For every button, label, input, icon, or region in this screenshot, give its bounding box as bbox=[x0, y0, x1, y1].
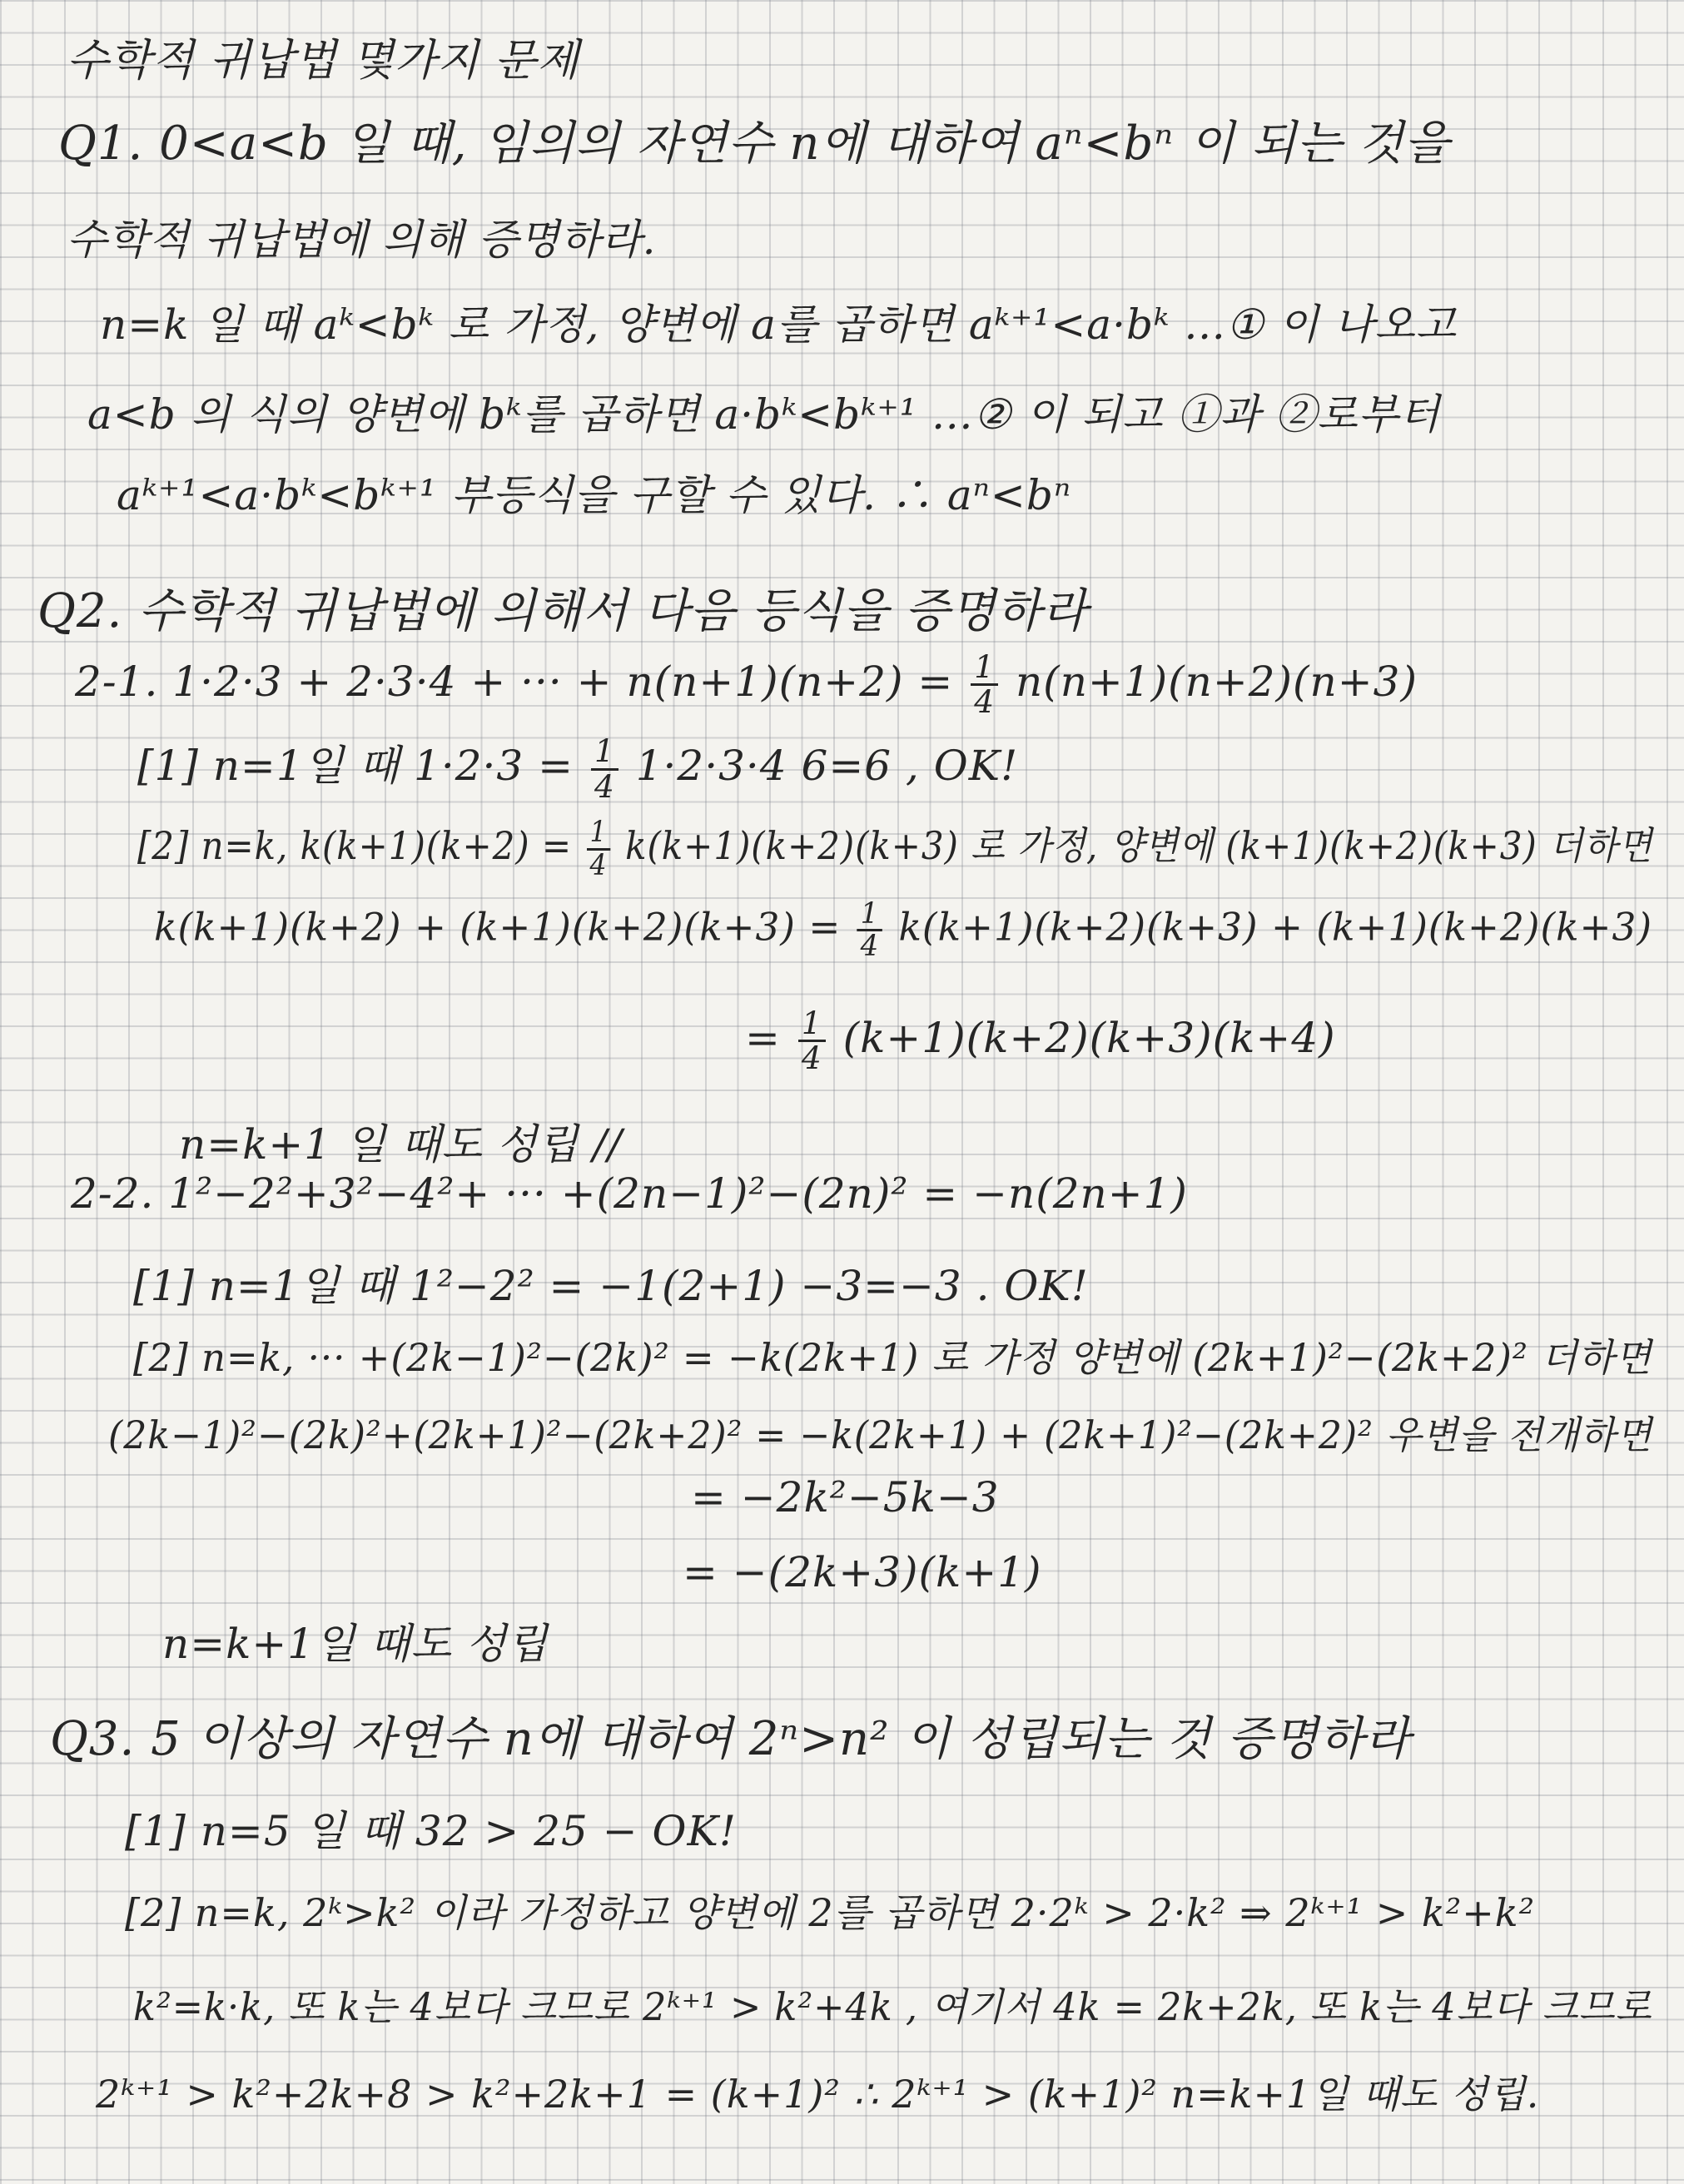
q2-2-conclusion: n=k+1일 때도 성립 bbox=[162, 1620, 549, 1668]
q3-line3: k²=k·k, 또 k는 4보다 크므로 2ᵏ⁺¹ > k²+4k , 여기서 4k = 2k+2k, 또 k는 4보다 크므로 bbox=[133, 1984, 1652, 2029]
q2-2-step1: [1] n=1일 때 1²−2² = −1(2+1) −3=−3 . OK! bbox=[133, 1262, 1089, 1310]
q1-heading-cont: 수학적 귀납법에 의해 증명하라. bbox=[67, 216, 657, 264]
q2-1-step1 bbox=[137, 732, 1018, 803]
q3-line4: 2ᵏ⁺¹ > k²+2k+8 > k²+2k+1 = (k+1)² ∴ 2ᵏ⁺¹ > (k+1)² n=k+1일 때도 성립. bbox=[96, 2072, 1540, 2117]
q2-1-eq1 bbox=[154, 897, 1653, 964]
fraction: $\frac{1}{4}$ bbox=[857, 899, 882, 961]
q2-1-step2-right: k(k+1)(k+2)(k+3) 로 가정, 양변에 (k+1)(k+2)(k+3) 더하면 bbox=[625, 823, 1653, 868]
q1-line-1: n=k 일 때 aᵏ<bᵏ 로 가정, 양변에 a를 곱하면 aᵏ⁺¹<a·bᵏ …① 이 나오고 bbox=[100, 300, 1457, 349]
q2-2-eq1: (2k−1)²−(2k)²+(2k+1)²−(2k+2)² = −k(2k+1) + (2k+1)²−(2k+2)² 우변을 전개하면 bbox=[108, 1412, 1653, 1457]
q2-1-eq1-left: k(k+1)(k+2) + (k+1)(k+2)(k+3) = bbox=[154, 904, 842, 950]
q2-1-eq1-right: k(k+1)(k+2)(k+3) + (k+1)(k+2)(k+3) bbox=[898, 904, 1653, 950]
q3-heading: Q3. 5 이상의 자연수 n에 대하여 2ⁿ>n² 이 성립되는 것 증명하라 bbox=[50, 1712, 1411, 1766]
fraction: $\frac{1}{4}$ bbox=[971, 651, 998, 719]
q2-1-step1-left: [1] n=1일 때 1·2·3 = bbox=[137, 742, 574, 790]
fraction: $\frac{1}{4}$ bbox=[591, 735, 618, 803]
q2-1-eq2-right: (k+1)(k+2)(k+3)(k+4) bbox=[842, 1013, 1336, 1062]
q2-heading: Q2. 수학적 귀납법에 의해서 다음 등식을 증명하라 bbox=[37, 584, 1088, 638]
q3-step1: [1] n=5 일 때 32 > 25 − OK! bbox=[125, 1807, 737, 1855]
q2-2-step2: [2] n=k, ··· +(2k−1)²−(2k)² = −k(2k+1) 로 가정 양변에 (2k+1)²−(2k+2)² 더하면 bbox=[133, 1335, 1652, 1380]
fraction: $\frac{1}{4}$ bbox=[587, 817, 610, 880]
page-title: 수학적 귀납법 몇가지 문제 bbox=[67, 36, 580, 86]
q2-1-statement-right: n(n+1)(n+2)(n+3) bbox=[1015, 657, 1418, 706]
q3-step2: [2] n=k, 2ᵏ>k² 이라 가정하고 양변에 2를 곱하면 2·2ᵏ > 2·k² ⇒ 2ᵏ⁺¹ > k²+k² bbox=[125, 1890, 1536, 1935]
q1-line-2: a<b 의 식의 양변에 bᵏ를 곱하면 a·bᵏ<bᵏ⁺¹ …② 이 되고 ①과 ②로부터 bbox=[87, 390, 1441, 439]
q2-1-eq2-left: = bbox=[745, 1013, 781, 1062]
q1-heading: Q1. 0<a<b 일 때, 임의의 자연수 n에 대하여 aⁿ<bⁿ 이 되는 것을 bbox=[58, 117, 1450, 171]
q2-1-statement bbox=[75, 648, 1418, 721]
q2-1-statement-left: 2-1. 1·2·3 + 2·3·4 + ··· + n(n+1)(n+2) = bbox=[75, 657, 954, 706]
q2-2-eq3: = −(2k+3)(k+1) bbox=[683, 1548, 1042, 1596]
q2-1-step2-left: [2] n=k, k(k+1)(k+2) = bbox=[137, 823, 572, 868]
q1-line-3: aᵏ⁺¹<a·bᵏ<bᵏ⁺¹ 부등식을 구할 수 있다. ∴ aⁿ<bⁿ bbox=[117, 471, 1072, 519]
q2-2-eq2: = −2k²−5k−3 bbox=[691, 1473, 1000, 1521]
fraction: $\frac{1}{4}$ bbox=[798, 1007, 826, 1075]
q2-2-statement: 2-2. 1²−2²+3²−4²+ ··· +(2n−1)²−(2n)² = −n(2n+1) bbox=[71, 1169, 1188, 1218]
q2-1-conclusion: n=k+1 일 때도 성립 // bbox=[179, 1120, 623, 1169]
q2-1-step1-right: 1·2·3·4 6=6 , OK! bbox=[635, 742, 1019, 790]
q2-1-eq2 bbox=[745, 1007, 1336, 1075]
q2-1-step2 bbox=[137, 816, 1653, 881]
